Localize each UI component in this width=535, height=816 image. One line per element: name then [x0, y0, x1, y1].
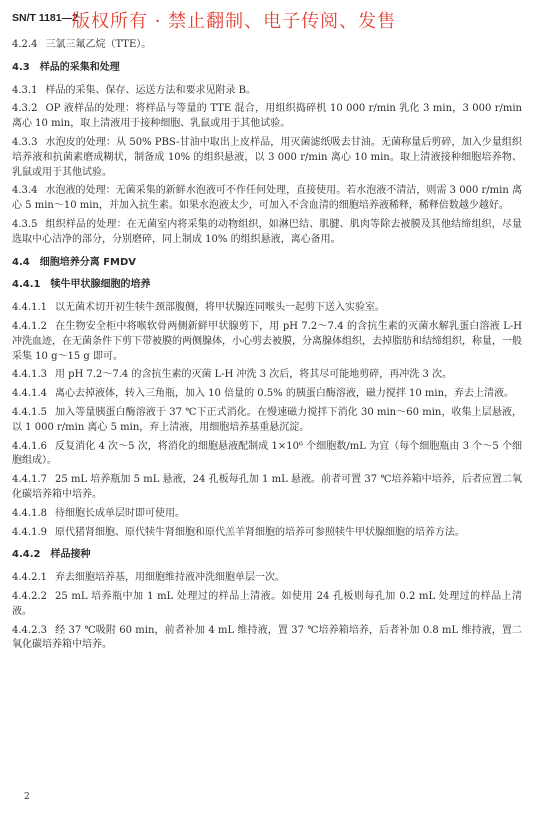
clause-paragraph — [12, 301, 522, 316]
clause-text: 原代猪肾细胞、原代犊牛肾细胞和原代羔羊肾细胞的培养可参照犊牛甲状腺细胞的培养方法。 — [55, 526, 465, 538]
section-heading — [12, 61, 522, 76]
clause-text: 三氯三氟乙烷（TTE）。 — [45, 39, 152, 50]
clause-text: 组织样品的处理：在无菌室内将采集的动物组织，如淋巴结、肌腱、肌肉等除去被膜及其他结缔组织，尽量选取中心洁净的部分，分别磨碎，同上制成 10% 的组织悬液，离心备用。 — [12, 218, 522, 245]
clause-paragraph — [12, 387, 522, 402]
clause-number: 4.4.1.4 — [12, 388, 47, 400]
clause-number: 4.4.1 — [12, 279, 41, 291]
clause-number: 4.3.4 — [12, 185, 38, 197]
clause-number: 4.4.1.5 — [12, 406, 47, 418]
clause-paragraph — [12, 571, 522, 586]
clause-number: 4.4.1.2 — [12, 320, 47, 332]
clause-paragraph — [12, 440, 522, 470]
clause-text: 以无菌术切开初生犊牛颈部腹侧，将甲状腺连同喉头一起剪下送入实验室。 — [55, 302, 385, 314]
clause-text: 在生物安全柜中将喉软骨两侧新鲜甲状腺剪下，用 pH 7.2～7.4 的含抗生素的灭菌水解乳蛋白溶液 L-H 冲洗血迹，在无菌条件下剪下带被膜的两侧腺体，小心剪去被膜，分离腺体组织，去掉脂肪和结缔组织，称量，一般采集 10 g～15 g 即可。 — [12, 320, 522, 362]
clause-number: 4.4.2.1 — [12, 572, 47, 584]
clause-text: 用 pH 7.2～7.4 的含抗生素的灭菌 L-H 冲洗 3 次后，将其尽可能地剪碎，再冲洗 3 次。 — [55, 369, 453, 381]
clause-paragraph — [12, 136, 522, 180]
clause-paragraph — [12, 526, 522, 541]
clause-paragraph — [12, 590, 522, 620]
section-heading — [12, 256, 522, 271]
clause-number: 4.4.2 — [12, 549, 41, 561]
clause-text: 反复消化 4 次～5 次，将消化的细胞悬液配制成 1×10⁶ 个细胞数/mL 为宜（每个细胞瓶由 3 个～5 个细胞组成）。 — [12, 440, 522, 467]
clause-number: 4.3.5 — [12, 218, 38, 230]
clause-number: 4.4.2.2 — [12, 590, 47, 602]
clause-text: 经 37 ℃吸附 60 min，前者补加 4 mL 维持液，置 37 ℃培养箱培养，后者补加 0.8 mL 维持液，置二氧化碳培养箱中培养。 — [12, 624, 522, 651]
clause-paragraph — [12, 320, 522, 364]
clause-text: 样品的采集、保存、运送方法和要求见附录 B。 — [45, 84, 256, 96]
clause-number: 4.4.1.9 — [12, 526, 47, 538]
clause-number: 4.4 — [12, 256, 30, 268]
page-number: 2 — [24, 792, 30, 802]
section-heading — [12, 278, 522, 293]
clause-paragraph — [12, 102, 522, 132]
clause-number: 4.3 — [12, 61, 30, 73]
clause-paragraph — [12, 38, 522, 53]
clause-paragraph — [12, 624, 522, 654]
clause-text: 离心去掉液体，转入三角瓶，加入 10 倍量的 0.5% 的胰蛋白酶溶液，磁力搅拌 10 min，弃去上清液。 — [55, 388, 515, 400]
clause-text: 水泡皮的处理：从 50% PBS-甘油中取出上皮样品，用灭菌滤纸吸去甘油。无菌称量后剪碎，加入少量组织培养液和抗菌素磨成糊状，制备成 10% 的组织悬液，以 3 000 r/min 离心 10 min。取上清液接种细胞培养物、乳鼠或用于其他试验。 — [12, 136, 522, 178]
clause-paragraph — [12, 218, 522, 248]
clause-number: 4.4.2.3 — [12, 624, 47, 636]
clause-number: 4.4.1.7 — [12, 474, 47, 486]
clause-number: 4.3.3 — [12, 136, 38, 148]
clause-number: 4.3.1 — [12, 84, 38, 96]
clause-text: 待细胞长成单层时即可使用。 — [55, 507, 185, 519]
clause-number: 4.3.2 — [12, 103, 38, 115]
heading-text: 样品的采集和处理 — [39, 61, 120, 73]
clause-number: 4.4.1.1 — [12, 302, 47, 314]
clause-paragraph — [12, 84, 522, 99]
standard-code: SN/T 1181—2 — [12, 12, 78, 24]
clause-number: 4.4.1.8 — [12, 507, 47, 519]
clause-text: 25 mL 培养瓶中加 1 mL 处理过的样品上清液。如使用 24 孔板则每孔加 0.2 mL 处理过的样品上清液。 — [12, 590, 522, 617]
clause-text: 25 mL 培养瓶加 5 mL 悬液，24 孔板每孔加 1 mL 悬液。前者可置 37 ℃培养箱中培养，后者应置二氧化碳培养箱中培养。 — [12, 474, 522, 500]
heading-text: 样品接种 — [50, 549, 91, 561]
clause-paragraph — [12, 473, 522, 503]
clause-paragraph — [12, 507, 522, 522]
clause-text: OP 液样品的处理：将样品与等量的 TTE 混合，用组织捣碎机 10 000 r/min 乳化 3 min，3 000 r/min 离心 10 min，取上清液用于接种细胞、乳鼠或用于其他试验。 — [12, 103, 522, 130]
clause-paragraph — [12, 368, 522, 383]
heading-text: 犊牛甲状腺细胞的培养 — [50, 279, 151, 291]
clause-paragraph — [12, 406, 522, 436]
clause-number: 4.2.4 — [12, 39, 38, 50]
clause-number: 4.4.1.3 — [12, 369, 47, 381]
page-header — [12, 8, 522, 34]
copyright-watermark: 版权所有 · 禁止翻制、电子传阅、发售 — [72, 11, 397, 32]
heading-text: 细胞培养分离 FMDV — [39, 256, 137, 268]
clause-text: 水泡液的处理：无菌采集的新鲜水泡液可不作任何处理，直接使用。若水泡液不清洁，则需 3 000 r/min 离心 5 min～10 min，并加入抗生素。如果水泡液太少，可加入不含血清的细胞培养液稀释，稀释倍数越少越好。 — [12, 185, 522, 212]
clause-text: 弃去细胞培养基，用细胞维持液冲洗细胞单层一次。 — [55, 572, 285, 584]
clause-text: 加入等量胰蛋白酶溶液于 37 ℃下正式消化。在慢速磁力搅拌下消化 30 min～60 min，收集上层悬液，以 1 000 r/min 离心 5 min，弃上清液，用细胞培养基重悬沉淀。 — [12, 406, 522, 433]
clause-number: 4.4.1.6 — [12, 440, 47, 452]
clause-paragraph — [12, 184, 522, 214]
section-heading — [12, 548, 522, 563]
document-body — [12, 38, 522, 657]
